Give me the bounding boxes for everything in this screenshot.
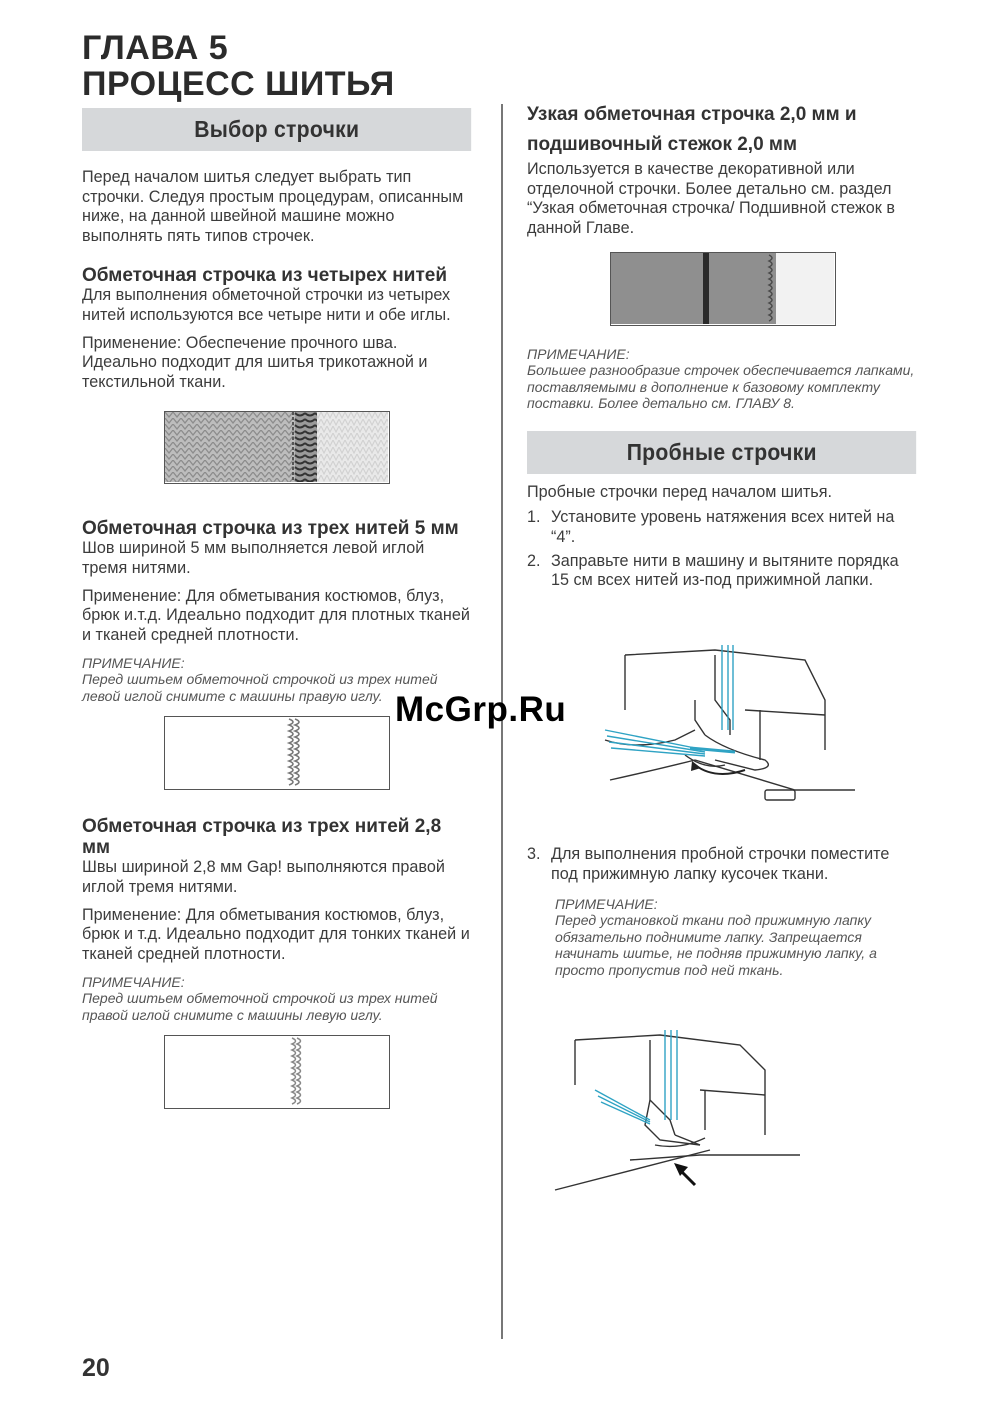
step-1: 1. Установите уровень натяжения всех нитей на “4”. — [527, 508, 895, 547]
note-text: Перед шитьем обметочной строчкой из трех нитей правой иглой снимите с машины левую иглу. — [82, 990, 438, 1023]
four-thread-use: Применение: Обеспечение прочного шва. Идеально подходит для шитья трикотажной и текстильной ткани. — [82, 333, 428, 391]
three-thread-5mm-stitch-image — [165, 717, 388, 788]
chapter-title — [82, 30, 395, 102]
left-column — [82, 108, 474, 1109]
note-label: ПРИМЕЧАНИЕ: — [82, 974, 185, 991]
section-title: Выбор строчки — [194, 116, 360, 142]
three-thread-5mm-use: Применение: Для обметывания костюмов, блуз, брюк и.т.д. Идеально подходит для плотных тканей и тканей средней плотности. — [82, 586, 470, 644]
four-thread-desc: Для выполнения обметочной строчки из четырех нитей используются все четыре нити и обе иглы. — [82, 286, 451, 324]
three-thread-5mm-swatch — [164, 716, 390, 790]
section-bar-stitch-selection — [82, 108, 471, 151]
section-title: Пробные строчки — [626, 438, 817, 465]
right-column — [527, 100, 919, 591]
chapter-number: ГЛАВА 5 — [82, 29, 229, 67]
three-thread-28mm-use: Применение: Для обметывания костюмов, блуз, брюк и т.д. Идеально подходит для тонких тканей и тканей средней плотности. — [82, 905, 470, 963]
intro-text: Перед началом шитья следует выбрать тип строчки. Следуя простым процедурам, описанным ниже, на данной швейной машине можно выполнять пять типов строчек. — [82, 168, 464, 245]
step-3: 3. Для выполнения пробной строчки поместите под прижимную лапку кусочек ткани. — [527, 845, 890, 883]
steps-list-continued — [527, 845, 919, 884]
narrow-desc: Используется в качестве декоративной или отделочной строчки. Более детально см. раздел “Узкая обметочная строчка/ Подшивной стежок в данной Главе. — [527, 160, 895, 237]
note-text: Перед установкой ткани под прижимную лапку обязательно поднимите лапку. Запрещается начинать шитье, не подняв прижимную лапку, а просто пропустив под ней ткань. — [555, 912, 877, 978]
note-text: Большее разнообразие строчек обеспечивается лапками, поставляемыми в дополнение к базовому комплекту поставки. Более детально см. ГЛАВУ 8. — [527, 362, 915, 412]
watermark: McGrp.Ru — [395, 690, 567, 729]
three-thread-5mm-heading: Обметочная строчка из трех нитей 5 мм — [82, 518, 459, 540]
narrow-swatch — [610, 252, 836, 326]
page-number: 20 — [82, 1354, 110, 1382]
four-thread-heading: Обметочная строчка из четырех нитей — [82, 265, 448, 287]
narrow-heading-line1: Узкая обметочная строчка 2,0 мм и — [527, 104, 857, 125]
step-3-block — [527, 845, 919, 978]
note-label: ПРИМЕЧАНИЕ: — [527, 346, 630, 363]
presser-foot-illustration-2 — [550, 1030, 800, 1195]
step-2: 2. Заправьте нити в машину и вытяните порядка 15 см всех нитей из-под прижимной лапки. — [527, 551, 899, 590]
three-thread-28mm-desc: Швы шириной 2,8 мм Gap! выполняются правой иглой тремя нитями. — [82, 858, 445, 896]
note-label: ПРИМЕЧАНИЕ: — [82, 655, 185, 672]
presser-foot-illustration-1 — [595, 640, 855, 825]
narrow-stitch-image — [611, 253, 834, 324]
steps-list — [527, 508, 919, 590]
three-thread-5mm-desc: Шов шириной 5 мм выполняется левой иглой тремя нитями. — [82, 539, 425, 577]
chapter-name: ПРОЦЕСС ШИТЬЯ — [82, 65, 395, 103]
three-thread-28mm-heading: Обметочная строчка из трех нитей 2,8 мм — [82, 816, 442, 859]
note-label: ПРИМЕЧАНИЕ: — [555, 896, 658, 913]
note-text: Перед шитьем обметочной строчкой из трех нитей левой иглой снимите с машины правую иглу. — [82, 671, 438, 704]
trial-intro: Пробные строчки перед началом шитья. — [527, 482, 832, 501]
narrow-heading-line2: подшивочный стежок 2,0 мм — [527, 134, 798, 155]
four-thread-stitch-image — [165, 412, 388, 482]
four-thread-swatch — [164, 411, 390, 484]
narrow-heading — [527, 100, 919, 160]
three-thread-28mm-stitch-image — [165, 1036, 388, 1107]
three-thread-28mm-swatch — [164, 1035, 390, 1109]
section-bar-trial-stitches — [527, 431, 916, 474]
